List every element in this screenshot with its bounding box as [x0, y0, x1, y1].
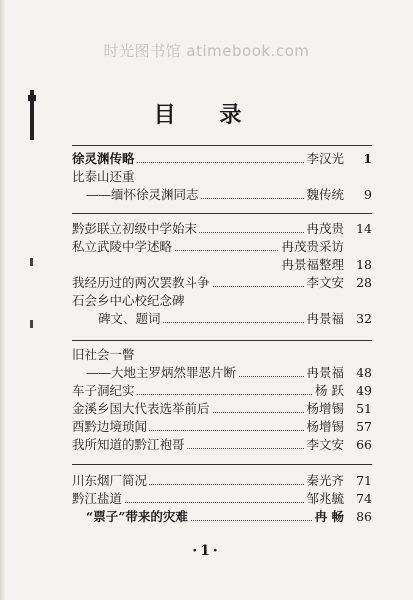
- toc-entry-author: 冉茂贵采访: [281, 239, 344, 254]
- toc-entry: [72, 436, 372, 454]
- toc-entry: [72, 220, 372, 238]
- toc-entry-author: 李文安: [306, 275, 344, 290]
- toc-entry-title: 碑文、题词: [98, 311, 161, 326]
- toc-entry-page: 57: [356, 419, 372, 434]
- toc-entry-title: 我经历过的两次罢教斗争: [72, 275, 210, 290]
- toc-entry-title: “票子”带来的灾难: [86, 509, 188, 524]
- toc-entry-title: 我所知道的黔江袍哥: [72, 437, 185, 452]
- toc-entry-title: 黔江盐道: [72, 491, 123, 506]
- toc-entry-title: ——大地主罗炳然罪恶片断: [86, 365, 237, 380]
- toc-entry-author: 杨 跃: [315, 383, 344, 398]
- section-rule: [72, 145, 372, 146]
- toc-entry-page: 86: [356, 509, 372, 524]
- toc-entry-page: 14: [356, 221, 372, 236]
- scan-edge: [0, 0, 6, 600]
- toc-entry: [72, 364, 372, 382]
- toc-entry-title: 金溪乡国大代表选举前后: [72, 401, 210, 416]
- toc-entry-title: 川东烟厂简况: [72, 473, 148, 488]
- toc-entry: [72, 310, 372, 328]
- toc-entry: [72, 238, 372, 256]
- toc-entry: [72, 490, 372, 508]
- toc-entry-title: 旧社会一瞥: [72, 347, 135, 362]
- toc-entry-author: 李文安: [306, 437, 344, 452]
- toc-entry-page: 49: [356, 383, 372, 398]
- page-number: ·1·: [192, 543, 221, 559]
- toc-entry: [72, 292, 372, 310]
- toc-entry-author: 杨增锡: [306, 401, 344, 416]
- toc-entry-title: ——缅怀徐灵渊同志: [86, 187, 199, 202]
- toc-entry-author: 冉景福整理: [281, 257, 344, 272]
- section-rule: [72, 213, 372, 214]
- toc-entry-author: 李汉光: [306, 151, 344, 166]
- section-rule: [72, 464, 372, 465]
- toc-entry-title: 比泰山还重: [72, 169, 135, 184]
- toc-entry: [72, 274, 372, 292]
- toc-entry-title: 徐灵渊传略: [72, 151, 135, 166]
- margin-tick: [30, 320, 33, 328]
- toc-entry: [72, 472, 372, 490]
- toc-entry-page: 66: [356, 437, 372, 452]
- toc-entry-author: 魏传统: [306, 187, 344, 202]
- toc-entry: [72, 346, 372, 364]
- toc-entry-page: 28: [356, 275, 372, 290]
- watermark-text: 时光图书馆 atimebook.com: [103, 42, 310, 60]
- toc-entry-page: 1: [363, 151, 372, 166]
- toc-entry-title: 酉黔边境琐闻: [72, 419, 148, 434]
- toc-entry-page: 18: [356, 257, 372, 272]
- toc-entry-page: 71: [356, 473, 372, 488]
- toc-entry-author: 冉 畅: [314, 509, 344, 524]
- toc-entry-page: 51: [356, 401, 372, 416]
- toc-entry: [72, 400, 372, 418]
- toc-entry-author: 邹兆毓: [306, 491, 344, 506]
- toc-entry-page: 48: [356, 365, 372, 380]
- toc-entry: [72, 186, 372, 204]
- section-rule: [72, 340, 372, 341]
- toc-entry-author: 冉茂贵: [306, 221, 344, 236]
- toc-entry-title: 黔彭联立初级中学始末: [72, 221, 198, 236]
- toc-entry: [72, 256, 372, 274]
- toc-entry-page: 74: [356, 491, 372, 506]
- toc-entry-page: 32: [356, 311, 372, 326]
- toc-entry-author: 冉景福: [306, 365, 344, 380]
- toc-entry: [72, 418, 372, 436]
- toc-entry-title: 车子洞纪实: [72, 383, 135, 398]
- toc-entry-page: 9: [364, 187, 372, 202]
- toc-entry-author: 秦光齐: [306, 473, 344, 488]
- toc-entry-author: 冉景福: [306, 311, 344, 326]
- page-title: 目 录: [153, 102, 260, 128]
- margin-tick: [30, 258, 33, 266]
- toc-entry: [72, 382, 372, 400]
- toc-entry-title: 私立武陵中学述略: [72, 239, 173, 254]
- toc-entry: [72, 168, 372, 186]
- toc-entry-author: 杨增锡: [306, 419, 344, 434]
- toc-entry: [72, 150, 372, 168]
- toc-entry: [72, 508, 372, 526]
- toc-entry-title: 石会乡中心校纪念碑: [72, 293, 185, 308]
